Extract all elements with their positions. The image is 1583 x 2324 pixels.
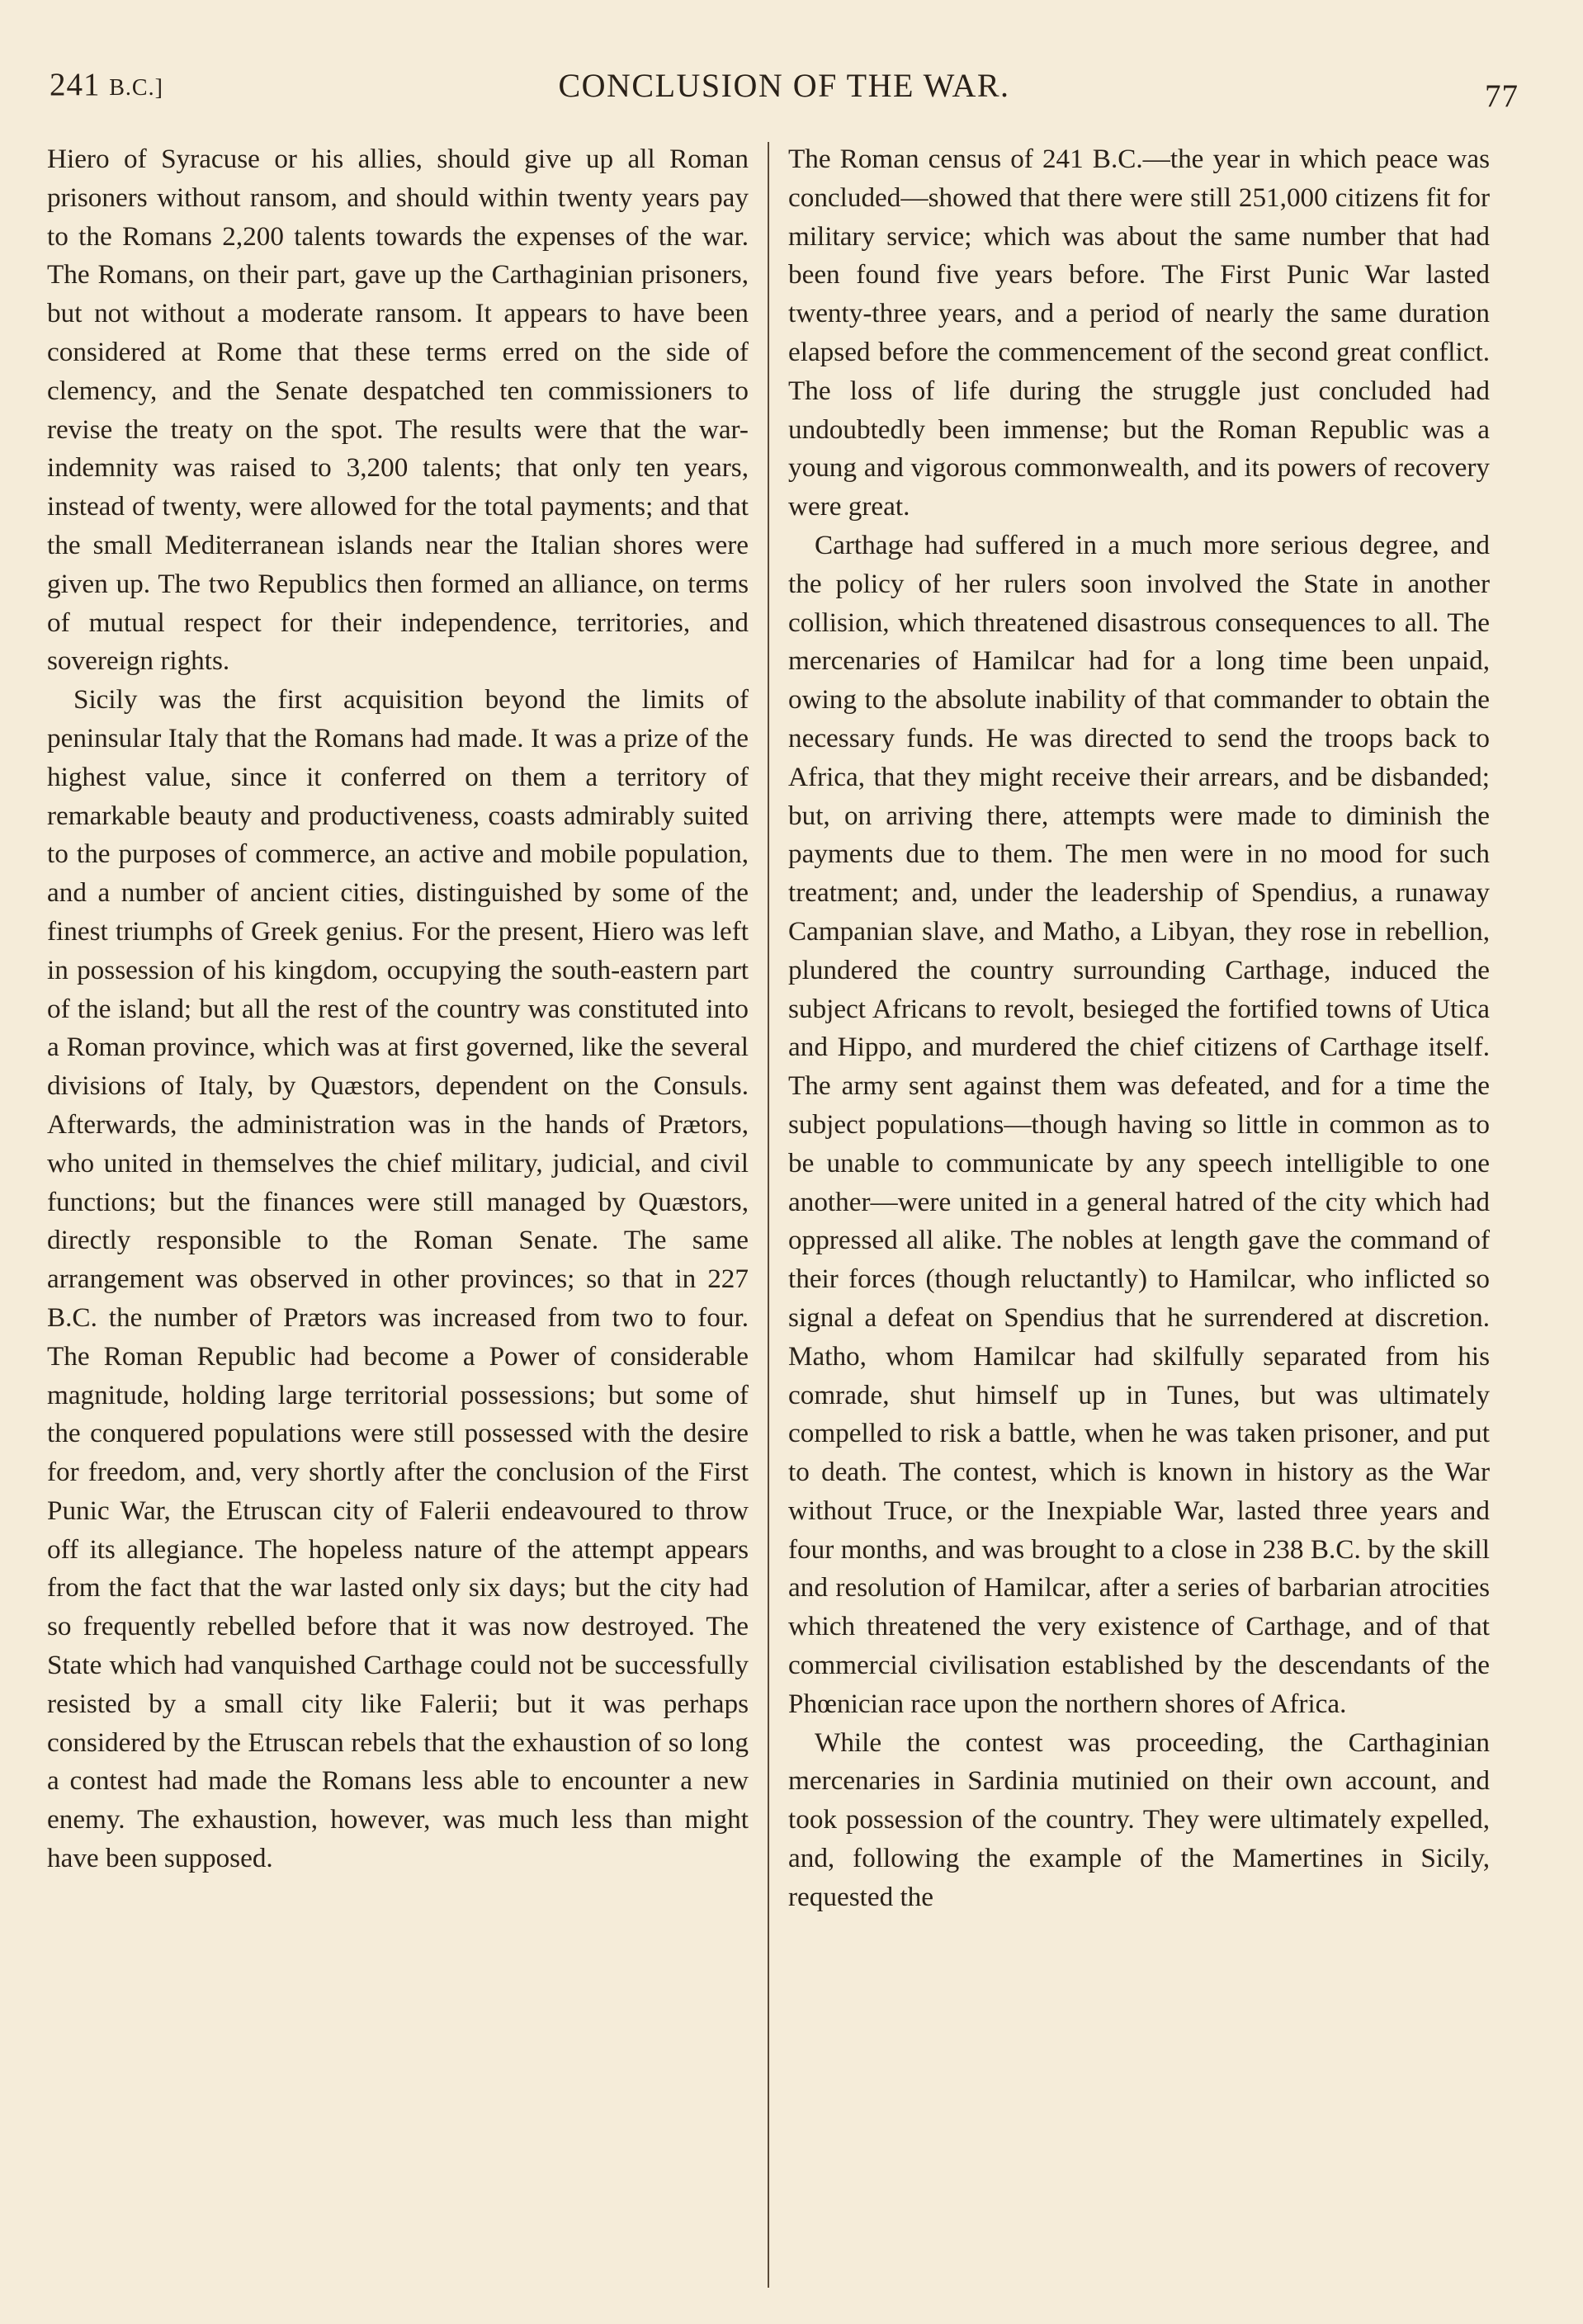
paragraph: While the contest was proceeding, the Carthaginian mercenaries in Sardinia mutinied on their own account, and took possession of the country. They were ultimately expelled, and, following the example of the Mamertines in Sicily, requested the [788,1726,1490,1912]
text-column-right [788,140,1490,1917]
page-number: 77 [1485,78,1519,114]
running-head-era: B.C.] [109,75,163,101]
running-head-year: 241 [50,67,101,102]
paragraph: Carthage had suffered in a much more serious degree, and the policy of her rulers soon involved the State in another collision, which threatened disastrous consequences to all. The mercenaries of Hamilcar had for a long time been unpaid, owing to the absolute inability of that commander to obtain the necessary funds. He was directed to send the troops back to Africa, that they might receive their arrears, and be disbanded; but, on arriving there, attempts were made to diminish the payments due to them. The men were in no mood for such treatment; and, under the leadership of Spendius, a runaway Campanian slave, and Matho, a Libyan, they rose in rebellion, plundered the country surrounding Carthage, induced the subject Africans to revolt, besieged the fortified towns of Utica and Hippo, and murdered the chief citizens of Carthage itself. The army sent against them was defeated, and for a time the subject populations—though having so little in common as to be unable to communicate by any speech intelligible to one another—were united in a general hatred of the city which had oppressed all alike. The nobles at length gave the command of their forces (though reluctantly) to Hamilcar, who inflicted so signal a defeat on Spendius that he surrendered at discretion. Matho, whom Hamilcar had skilfully separated from his comrade, shut himself up in Tunes, but was ultimately compelled to risk a battle, when he was taken prisoner, and put to death. The contest, which is known in history as the War without Truce, or the Inexpiable War, lasted three years and four months, and was brought to a close in 238 B.C. by the skill and resolution of Hamilcar, after a series of barbarian atrocities which threatened the very existence of Carthage, and of that commercial civilisation established by the descendants of the Phœnician race upon the northern shores of Africa. [788,529,1490,1719]
running-head [50,59,1519,114]
column-divider [768,142,769,2288]
running-head-title: CONCLUSION OF THE WAR. [558,67,1010,104]
paragraph: The Roman census of 241 B.C.—the year in which peace was concluded—showed that there were still 251,000 citizens fit for military service; which was about the same number that had been found five years before. The First Punic War lasted twenty-three years, and a period of nearly the same duration elapsed before the commencement of the second great conflict. The loss of life during the struggle just concluded had undoubtedly been immense; but the Roman Republic was a young and vigorous commonwealth, and its powers of recovery were great. [788,144,1490,522]
text-column-left [47,140,749,1878]
paragraph: Hiero of Syracuse or his allies, should give up all Roman prisoners without ransom, and should within twenty years pay to the Romans 2,200 talents towards the expenses of the war. The Romans, on their part, gave up the Carthaginian prisoners, but not without a moderate ransom. It appears to have been considered at Rome that these terms erred on the side of clemency, and the Senate despatched ten commissioners to revise the treaty on the spot. The results were that the war-indemnity was raised to 3,200 talents; that only ten years, instead of twenty, were allowed for the total payments; and that the small Mediterranean islands near the Italian shores were given up. The two Republics then formed an alliance, on terms of mutual respect for their independence, territories, and sovereign rights. [47,144,749,677]
paragraph: Sicily was the first acquisition beyond the limits of peninsular Italy that the Romans had made. It was a prize of the highest value, since it conferred on them a territory of remarkable beauty and productiveness, coasts admirably suited to the purposes of commerce, an active and mobile population, and a number of ancient cities, distinguished by some of the finest triumphs of Greek genius. For the present, Hiero was left in possession of his kingdom, occupying the south-eastern part of the island; but all the rest of the country was constituted into a Roman province, which was at first governed, like the several divisions of Italy, by Quæstors, dependent on the Consuls. Afterwards, the administration was in the hands of Prætors, who united in themselves the chief military, judicial, and civil functions; but the finances were still managed by Quæstors, directly responsible to the Roman Senate. The same arrangement was observed in other provinces; so that in 227 B.C. the number of Prætors was increased from two to four. The Roman Republic had become a Power of considerable magnitude, holding large territorial possessions; but some of the conquered populations were still possessed with the desire for freedom, and, very shortly after the conclusion of the First Punic War, the Etruscan city of Falerii endeavoured to throw off its allegiance. The hopeless nature of the attempt appears from the fact that the war lasted only six days; but the city had so frequently rebelled before that it was now destroyed. The State which had vanquished Carthage could not be successfully resisted by a small city like Falerii; but it was perhaps considered by the Etruscan rebels that the exhaustion of so long a contest had made the Romans less able to encounter a new enemy. The exhaustion, however, was much less than might have been supposed. [47,684,749,1874]
